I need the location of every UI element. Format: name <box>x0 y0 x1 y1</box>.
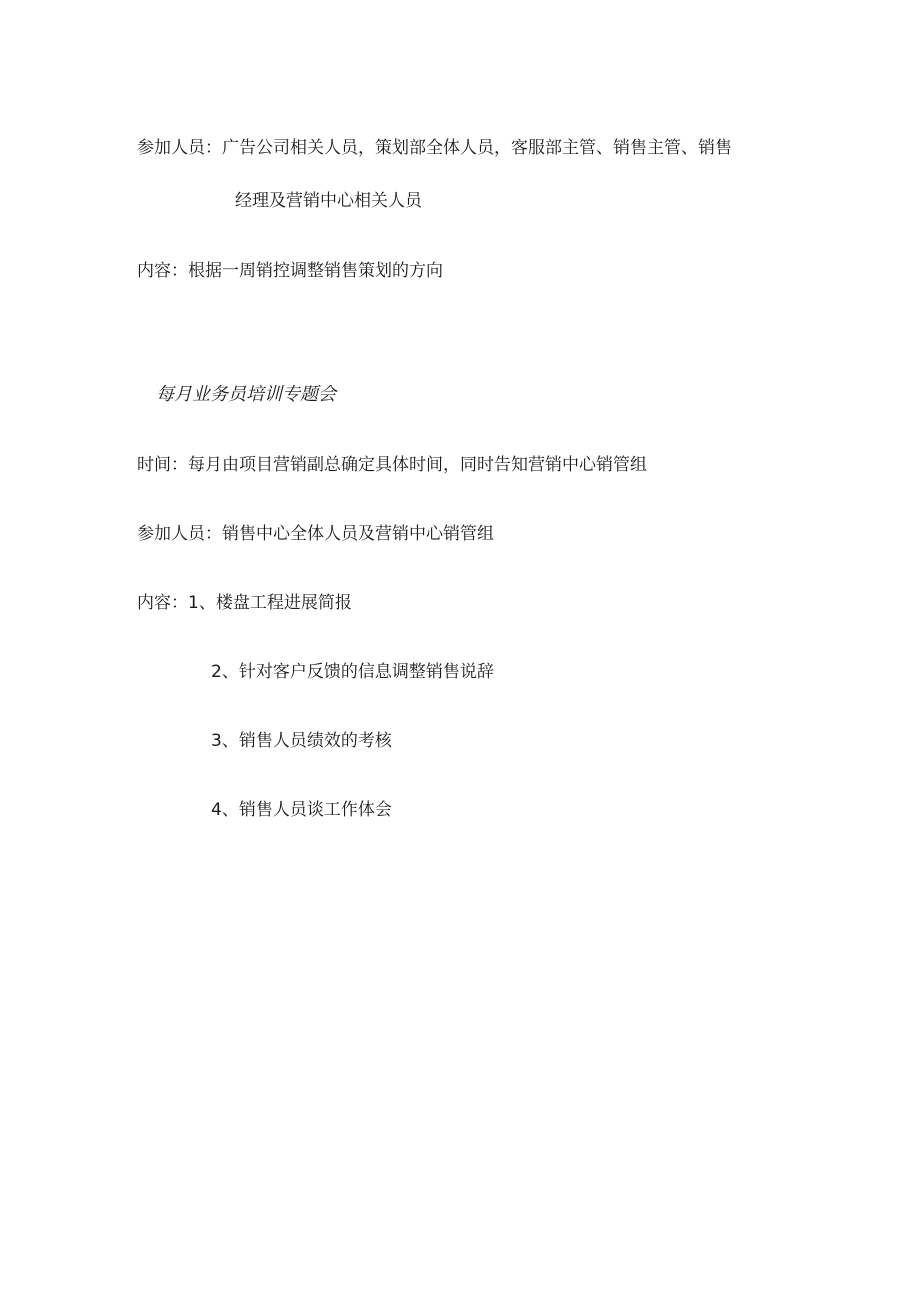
section-title: 每月业务员培训专题会 <box>156 384 336 405</box>
content-item-2: 2、针对客户反馈的信息调整销售说辞 <box>211 662 494 682</box>
content-item-3: 3、销售人员绩效的考核 <box>211 731 392 751</box>
participants-line-2: 经理及营销中心相关人员 <box>235 191 422 211</box>
participants-line-1: 参加人员：广告公司相关人员，策划部全体人员，客服部主管、销售主管、销售 <box>137 138 732 158</box>
content-item-1: 内容：1、楼盘工程进展简报 <box>137 593 352 613</box>
participants-line: 参加人员：销售中心全体人员及营销中心销管组 <box>137 524 494 544</box>
content-item-4: 4、销售人员谈工作体会 <box>211 800 392 820</box>
time-line: 时间：每月由项目营销副总确定具体时间，同时告知营销中心销管组 <box>137 455 647 475</box>
content-line: 内容：根据一周销控调整销售策划的方向 <box>137 261 443 281</box>
